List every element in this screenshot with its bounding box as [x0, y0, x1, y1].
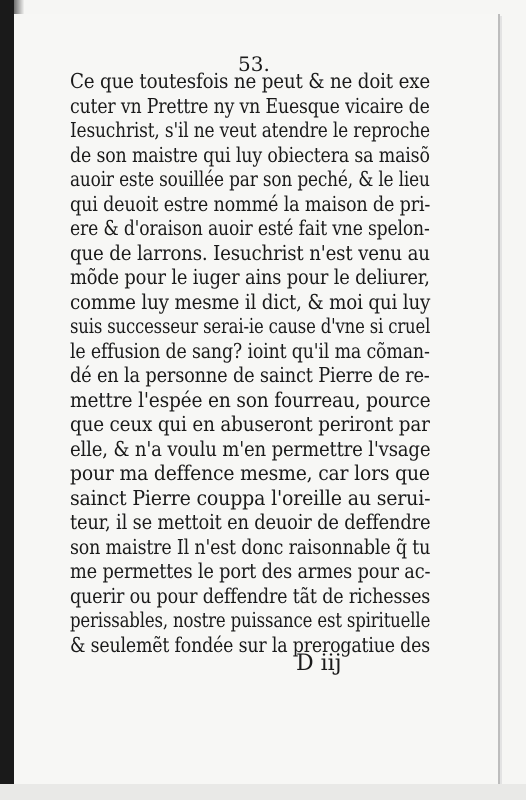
text-line: comme luy mesme il dict, & moi qui luy — [70, 289, 431, 314]
text-line: Iesuchrist, s'il ne veut atendre le reproche — [70, 118, 430, 142]
text-line: teur, il se mettoit en deuoir de deffendre — [70, 510, 431, 534]
text-line: le effusion de sang? ioint qu'il ma cõman- — [70, 338, 430, 363]
binding-shadow — [0, 0, 14, 800]
text-line: mettre l'espée en son fourreau, pource — [70, 387, 431, 412]
text-line: perissables, nostre puissance est spirituelle — [70, 608, 431, 632]
text-line: suis successeur serai-ie cause d'vne si cruel — [70, 314, 431, 338]
text-line: qui deuoit estre nommé la maison de pri- — [70, 191, 431, 216]
text-line: sainct Pierre couppa l'oreille au serui- — [70, 485, 431, 510]
text-line: & seulemẽt fondée sur la prerogatiue des — [70, 632, 430, 657]
text-line: elle, & n'a voulu m'en permettre l'vsage — [70, 436, 431, 461]
text-line: auoir este souillée par son peché, & le lieu — [70, 167, 430, 191]
text-line: Ce que toutesfois ne peut & ne doit exe — [70, 69, 430, 93]
page-bottom-edge — [0, 784, 526, 800]
page-number: 53. — [238, 52, 270, 76]
text-line: cuter vn Prettre ny vn Euesque vicaire de — [70, 93, 430, 118]
text-line: querir ou pour deffendre tãt de richesses — [70, 583, 431, 608]
text-line: que de larrons. Iesuchrist n'est venu au — [70, 240, 430, 265]
text-line: que ceux qui en abuseront periront par — [70, 412, 430, 436]
text-line: me permettes le port des armes pour ac- — [70, 559, 431, 583]
text-line: de son maistre qui luy obiectera sa maisõ — [70, 142, 430, 167]
text-line: ere & d'oraison auoir esté fait vne spelon- — [70, 216, 430, 240]
text-line: son maistre Il n'est donc raisonnable q̃ tu — [70, 534, 431, 559]
text-line: mõde pour le iuger ains pour le deliurer, — [70, 265, 430, 289]
text-line: dé en la personne de sainct Pierre de re- — [70, 363, 430, 387]
text-line: pour ma deffence mesme, car lors que — [70, 461, 430, 485]
signature-mark: D iij — [296, 651, 342, 676]
